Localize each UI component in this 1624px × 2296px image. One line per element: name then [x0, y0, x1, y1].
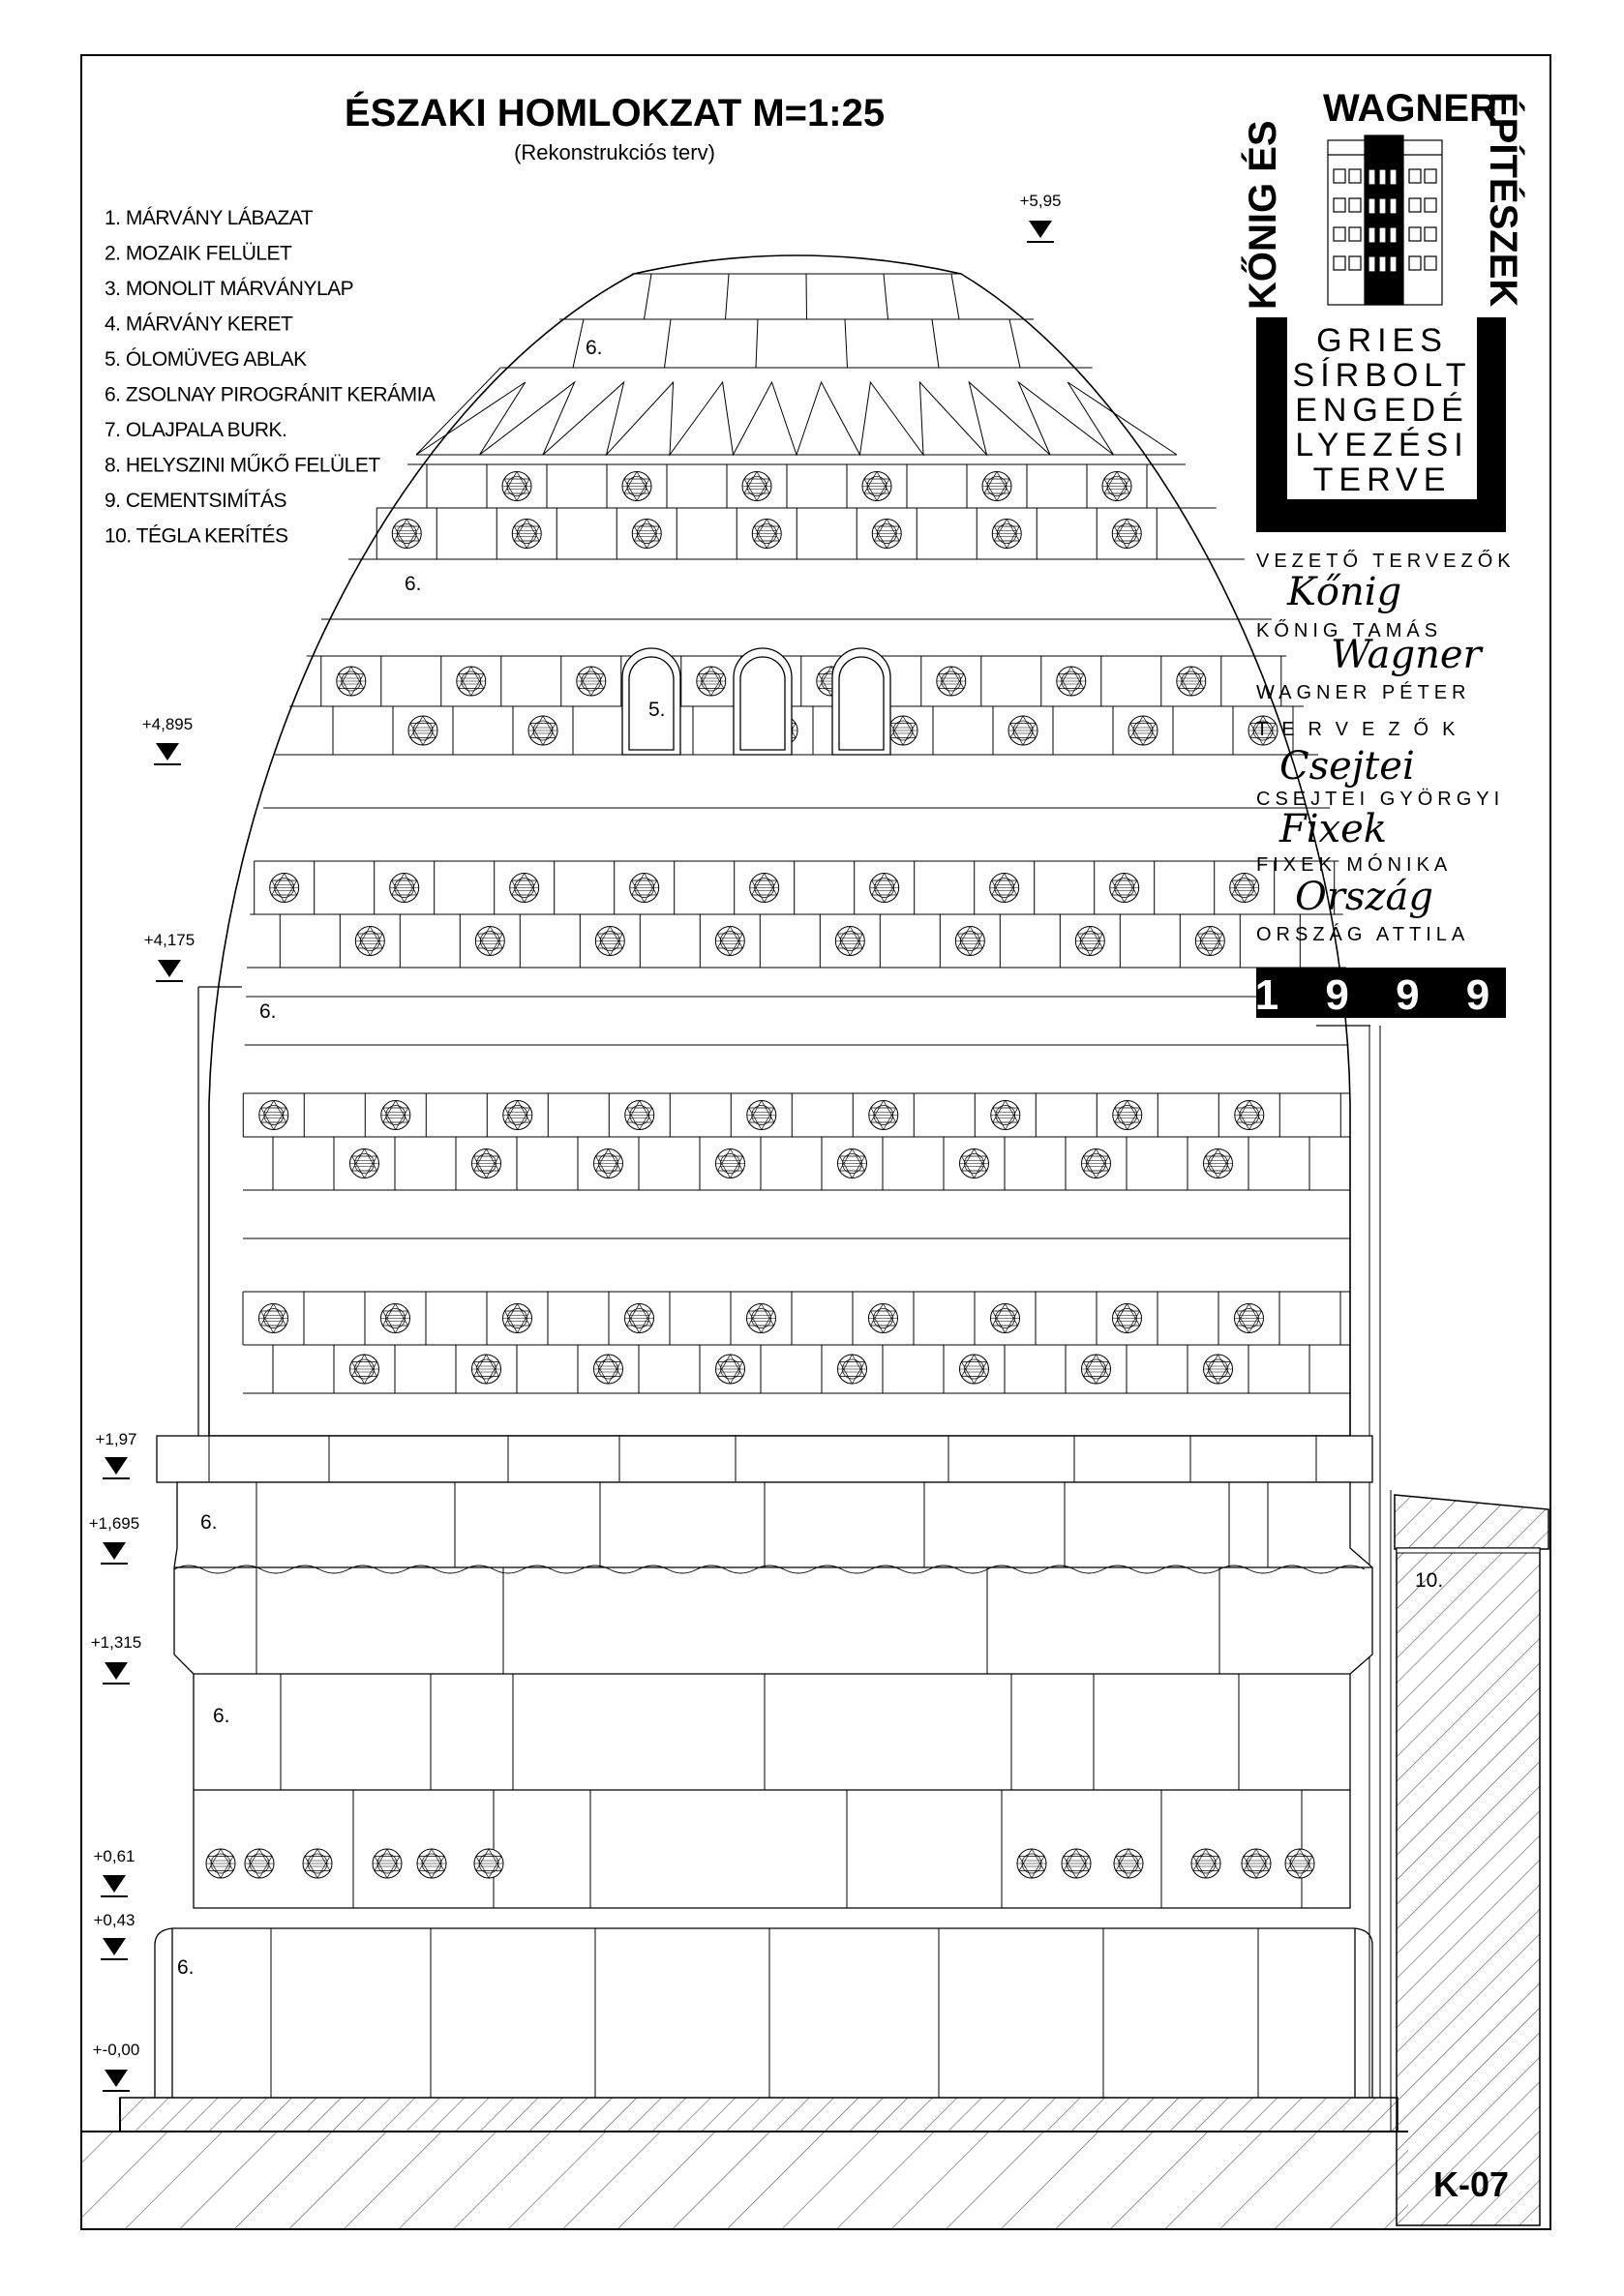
brick-fence — [1369, 1026, 1549, 2225]
level-label: +4,895 — [141, 715, 194, 733]
drawing-title: ÉSZAKI HOMLOKZAT M=1:25 — [344, 92, 886, 134]
lead-designer-2: WAGNER PÉTER — [1256, 682, 1471, 703]
facade-label: 6. — [213, 1705, 230, 1727]
dome-outline — [209, 255, 1350, 1436]
signature-orszag: Ország — [1295, 875, 1433, 919]
lead-designers-label: VEZETŐ TERVEZŐK — [1256, 551, 1516, 572]
legend-item: 9. CEMENTSIMÍTÁS — [105, 490, 287, 512]
legend-item: 8. HELYSZINI MŰKŐ FELÜLET — [105, 454, 380, 477]
legend-item: 2. MOZAIK FELÜLET — [105, 242, 292, 265]
material-legend — [105, 207, 436, 548]
legend-item: 4. MÁRVÁNY KERET — [105, 313, 293, 336]
level-label: +5,95 — [1019, 192, 1062, 210]
legend-item: 10. TÉGLA KERÍTÉS — [105, 524, 288, 548]
level-label: +0,43 — [93, 1911, 135, 1929]
project-line: LYEZÉSI — [1295, 427, 1469, 463]
signature-fixek: Fixek — [1279, 807, 1388, 851]
project-line: ENGEDÉ — [1295, 392, 1469, 429]
level-label: +0,61 — [93, 1847, 135, 1865]
legend-item: 7. OLAJPALA BURK. — [105, 419, 287, 441]
year: 1 9 9 9 — [1254, 971, 1508, 1019]
firm-name-wagner: WAGNER — [1323, 87, 1497, 130]
sheet-code: K-07 — [1432, 2164, 1510, 2204]
lead-designer-1: KŐNIG TAMÁS — [1256, 620, 1443, 641]
ground-hatch — [82, 2132, 1408, 2228]
project-line: SÍRBOLT — [1292, 357, 1472, 394]
building-thumbnail — [1328, 135, 1442, 305]
legend-item: 5. ÓLOMÜVEG ABLAK — [105, 348, 307, 371]
legend-item: 1. MÁRVÁNY LÁBAZAT — [105, 207, 314, 229]
facade-label: 6. — [405, 573, 422, 595]
legend-item: 3. MONOLIT MÁRVÁNYLAP — [105, 278, 354, 300]
signature-csejtei: Csejtei — [1279, 744, 1415, 789]
facade-label: 10. — [1415, 1569, 1444, 1592]
facade-label: 6. — [177, 1956, 195, 1979]
signature-konig: Kőnig — [1287, 570, 1402, 614]
designer-3: ORSZÁG ATTILA — [1256, 924, 1470, 945]
level-label: +1,315 — [90, 1633, 142, 1652]
facade-label: 6. — [259, 1000, 277, 1023]
facade-label: 6. — [200, 1511, 218, 1534]
legend-item: 6. ZSOLNAY PIROGRÁNIT KERÁMIA — [105, 383, 436, 406]
base-course — [155, 1928, 1372, 2098]
designer-1: CSEJTEI GYÖRGYI — [1256, 789, 1505, 810]
facade-label: 6. — [586, 337, 603, 359]
project-line: GRIES — [1316, 322, 1448, 359]
drawing-subtitle: (Rekonstrukciós terv) — [514, 140, 715, 164]
project-line: TERVE — [1312, 462, 1452, 498]
designers-label: TERVEZŐK — [1256, 719, 1469, 740]
facade-label: 5. — [648, 699, 666, 721]
designer-2: FIXEK MÓNIKA — [1256, 854, 1453, 876]
signature-wagner: Wagner — [1331, 633, 1482, 677]
level-label: +-0,00 — [92, 2041, 140, 2059]
firm-name-side: ÉPÍTÉSZEK — [1482, 92, 1524, 308]
firm-name-konig: KŐNIG ÉS — [1242, 120, 1284, 310]
level-label: +4,175 — [143, 931, 195, 949]
level-label: +1,695 — [88, 1514, 140, 1533]
level-label: +1,97 — [95, 1430, 137, 1448]
plinth-hatch — [120, 2098, 1398, 2132]
